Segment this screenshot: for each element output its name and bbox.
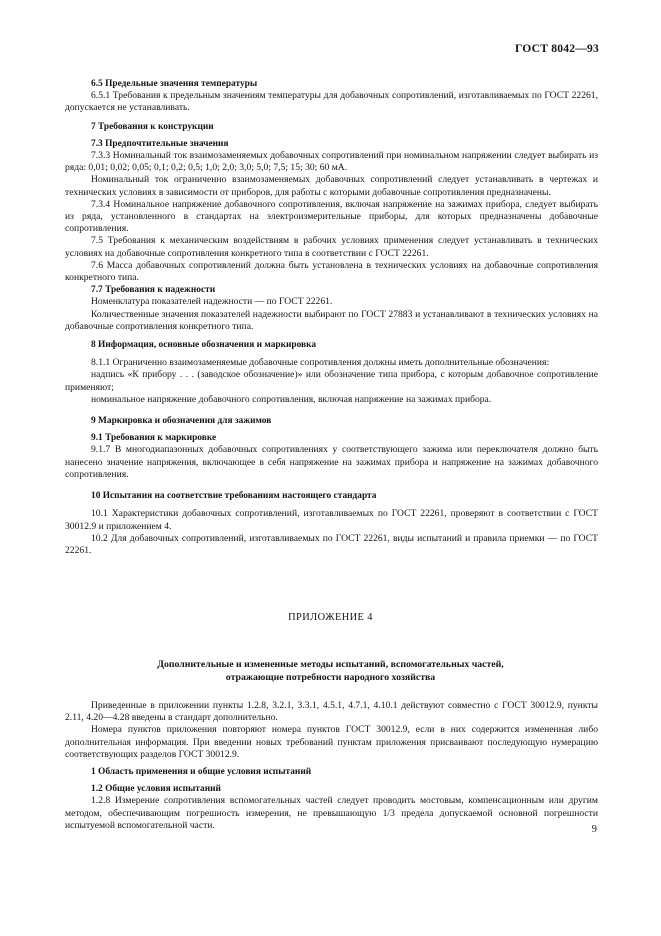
section-heading-8: 8 Информация, основные обозначения и маркировка: [91, 340, 317, 351]
paragraph-7-3-3-continued: Номинальный ток ограниченно взаимозаменяемых добавочных сопротивлений следует устанавливать в чертежах и технических условиях в зависимости от приборов, для работы с которыми добавочные сопротивления предназначены.: [65, 174, 598, 198]
subsection-heading-7-7: 7.7 Требования к надежности: [91, 285, 216, 296]
paragraph-8-1-1-item-1: надпись «К прибору . . . (заводское обозначение)» или обозначение типа прибора, с которым добавочное сопротивление применяют;: [65, 369, 598, 393]
paragraph-6-5-1: 6.5.1 Требования к предельным значениям температуры для добавочных сопротивлений, изготавливаемых по ГОСТ 22261, допускается не устанавливать.: [65, 90, 598, 114]
section-heading-9: 9 Маркировка и обозначения для зажимов: [91, 416, 272, 427]
appendix-label: ПРИЛОЖЕНИЕ 4: [288, 612, 373, 623]
appendix-title-line-1: Дополнительные и измененные методы испытаний, вспомогательных частей,: [157, 659, 504, 670]
paragraph-7-7-a: Номенклатура показателей надежности — по ГОСТ 22261.: [91, 296, 333, 308]
appendix-subsection-heading-1-2: 1.2 Общие условия испытаний: [91, 784, 221, 795]
paragraph-7-6: 7.6 Масса добавочных сопротивлений должна быть установлена в технических условиях на добавочные сопротивления конкретного типа.: [65, 259, 598, 284]
paragraph-1-2-8-text-b: предела допускаемой основной погрешности испытуемой вспомогательной части.: [65, 807, 599, 831]
subsection-heading-9-1: 9.1 Требования к маркировке: [91, 433, 217, 444]
appendix-section-heading-1: 1 Область применения и общие условия испытаний: [91, 767, 312, 778]
paragraph-7-3-3: 7.3.3 Номинальный ток взаимозаменяемых добавочных сопротивлений при номинальном напряжении следует выбирать из ряда: 0,01; 0,02; 0,05; 0,1; 0,2; 0,5; 1,0; 2,0; 3,0; 5,0; 7,5; 15; 30; 60 мА.: [65, 150, 598, 174]
paragraph-10-1: 10.1 Характеристики добавочных сопротивлений, изготавливаемых по ГОСТ 22261, проверяют в соответствии с ГОСТ 30012.9 и приложением 4.: [65, 508, 598, 532]
paragraph-8-1-1: 8.1.1 Ограниченно взаимозаменяемые добавочные сопротивления должны иметь дополнительные обозначения:: [91, 357, 550, 369]
appendix-title: [110, 658, 551, 684]
paragraph-7-3-4: 7.3.4 Номинальное напряжение добавочного сопротивления, включая напряжение на зажимах прибора, следует выбирать из ряда, установленного в стандартах на электроизмерительные приборы, для которых предназначены добавочные сопротивления.: [65, 198, 598, 235]
paragraph-10-2: 10.2 Для добавочных сопротивлений, изготавливаемых по ГОСТ 22261, виды испытаний и правила приемки — по ГОСТ 22261.: [65, 532, 598, 556]
appendix-paragraph-1-2-8: [65, 795, 598, 832]
appendix-paragraph-2: Номера пунктов приложения повторяют номера пунктов ГОСТ 30012.9, если в них содержится измененная либо дополнительная информация. При введении новых требований пунктам приложения присваивают последующую нумерацию соответствующих разделов ГОСТ 30012.9.: [65, 724, 598, 760]
fraction-one-third: 1/3: [382, 807, 395, 819]
paragraph-7-7-b: Количественные значения показателей надежности выбирают по ГОСТ 27883 и устанавливают в технических условиях на добавочные сопротивления конкретного типа.: [65, 308, 598, 332]
paragraph-1-2-8-text-a: 1.2.8 Измерение сопротивления вспомогательных частей следует проводить мостовым, компенсационным или другим методом, обеспечивающим погрешность измерения, не превышающую: [65, 795, 598, 819]
document-body: [65, 78, 598, 557]
page-number: 9: [591, 824, 597, 835]
paragraph-8-1-1-item-2: номинальное напряжение добавочного сопротивления, включая напряжение на зажимах прибора.: [91, 393, 492, 405]
section-heading-10: 10 Испытания на соответствие требованиям настоящего стандарта: [91, 491, 377, 502]
appendix-paragraph-1: Приведенные в приложении пункты 1.2.8, 3.2.1, 3.3.1, 4.5.1, 4.7.1, 4.10.1 действуют совместно с ГОСТ 30012.9, пункты 2.11, 4.20—4.28 введены в стандарт дополнительно.: [65, 700, 598, 724]
paragraph-9-1-7: 9.1.7 В многодиапазонных добавочных сопротивлениях у соответствующего зажима или переключателя должно быть нанесено значение напряжения, включающее в себя напряжение на зажимах прибора и напряжение на зажимах добавочного сопротивления.: [65, 444, 598, 480]
appendix-title-line-2: отражающие потребности народного хозяйства: [225, 672, 436, 683]
section-heading-7: 7 Требования к конструкции: [91, 121, 214, 132]
subsection-heading-7-3: 7.3 Предпочтительные значения: [91, 138, 229, 149]
document-code: ГОСТ 8042—93: [514, 42, 599, 55]
paragraph-7-5: 7.5 Требования к механическим воздействиям в рабочих условиях применения следует устанавливать в технических условиях на добавочные сопротивления конкретного типа в соответствии с ГОСТ 22261.: [65, 235, 598, 259]
section-heading-6-5: 6.5 Предельные значения температуры: [91, 79, 258, 89]
appendix-body: [65, 700, 598, 832]
